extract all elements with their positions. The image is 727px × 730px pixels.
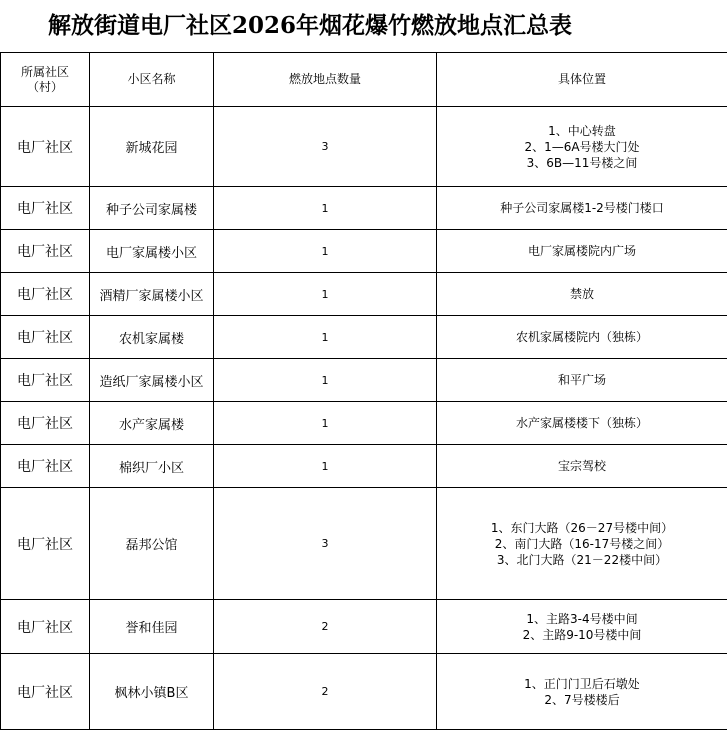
community-cell: 电厂社区 [1, 445, 90, 488]
locations-cell [437, 600, 727, 654]
location-count-cell: 1 [214, 402, 437, 445]
community-cell: 电厂社区 [1, 359, 90, 402]
table-row [1, 273, 727, 316]
location-line: 1、东门大路（26－27号楼中间） [437, 520, 727, 536]
table-row [1, 402, 727, 445]
community-cell: 电厂社区 [1, 402, 90, 445]
table-row [1, 230, 727, 273]
table-row [1, 445, 727, 488]
estate-name-cell: 造纸厂家属楼小区 [90, 359, 214, 402]
location-line: 1、主路3-4号楼中间 [437, 611, 727, 627]
location-line: 3、6B—11号楼之间 [437, 155, 727, 171]
community-cell: 电厂社区 [1, 316, 90, 359]
header-count: 燃放地点数量 [214, 53, 437, 107]
estate-name-cell: 棉织厂小区 [90, 445, 214, 488]
location-line: 农机家属楼院内（独栋） [437, 329, 727, 345]
location-line: 2、1—6A号楼大门处 [437, 139, 727, 155]
estate-name-cell: 新城花园 [90, 107, 214, 187]
table-row [1, 359, 727, 402]
estate-name-cell: 枫林小镇B区 [90, 654, 214, 730]
location-count-cell: 3 [214, 107, 437, 187]
locations-cell [437, 488, 727, 600]
locations-cell [437, 107, 727, 187]
header-name: 小区名称 [90, 53, 214, 107]
locations-cell [437, 654, 727, 730]
table-row [1, 316, 727, 359]
location-line: 电厂家属楼院内广场 [437, 243, 727, 259]
location-line: 1、正门门卫后石墩处 [437, 676, 727, 692]
community-cell: 电厂社区 [1, 600, 90, 654]
summary-table [0, 52, 727, 730]
community-cell: 电厂社区 [1, 230, 90, 273]
location-line: 宝宗驾校 [437, 458, 727, 474]
location-line: 1、中心转盘 [437, 123, 727, 139]
locations-cell [437, 402, 727, 445]
locations-cell [437, 230, 727, 273]
estate-name-cell: 酒精厂家属楼小区 [90, 273, 214, 316]
location-line: 水产家属楼楼下（独栋） [437, 415, 727, 431]
table-row [1, 600, 727, 654]
estate-name-cell: 誉和佳园 [90, 600, 214, 654]
table-row [1, 488, 727, 600]
location-line: 3、北门大路（21－22楼中间） [437, 552, 727, 568]
page-title: 解放街道电厂社区2026年烟花爆竹燃放地点汇总表 [0, 0, 727, 52]
location-count-cell: 1 [214, 230, 437, 273]
location-count-cell: 1 [214, 187, 437, 230]
location-line: 和平广场 [437, 372, 727, 388]
location-count-cell: 2 [214, 600, 437, 654]
header-locations: 具体位置 [437, 53, 727, 107]
location-count-cell: 3 [214, 488, 437, 600]
location-count-cell: 1 [214, 359, 437, 402]
table-row [1, 107, 727, 187]
header-row [1, 53, 727, 107]
estate-name-cell: 种子公司家属楼 [90, 187, 214, 230]
estate-name-cell: 水产家属楼 [90, 402, 214, 445]
location-count-cell: 1 [214, 316, 437, 359]
location-line: 2、7号楼楼后 [437, 692, 727, 708]
table-row [1, 187, 727, 230]
location-line: 禁放 [437, 286, 727, 302]
location-count-cell: 1 [214, 445, 437, 488]
location-line: 种子公司家属楼1-2号楼门楼口 [437, 200, 727, 216]
locations-cell [437, 273, 727, 316]
community-cell: 电厂社区 [1, 273, 90, 316]
estate-name-cell: 农机家属楼 [90, 316, 214, 359]
location-count-cell: 2 [214, 654, 437, 730]
estate-name-cell: 磊邦公馆 [90, 488, 214, 600]
locations-cell [437, 316, 727, 359]
location-count-cell: 1 [214, 273, 437, 316]
locations-cell [437, 445, 727, 488]
estate-name-cell: 电厂家属楼小区 [90, 230, 214, 273]
community-cell: 电厂社区 [1, 187, 90, 230]
location-line: 2、南门大路（16-17号楼之间） [437, 536, 727, 552]
locations-cell [437, 187, 727, 230]
community-cell: 电厂社区 [1, 488, 90, 600]
header-community: 所属社区（村） [1, 53, 90, 107]
community-cell: 电厂社区 [1, 107, 90, 187]
location-line: 2、主路9-10号楼中间 [437, 627, 727, 643]
community-cell: 电厂社区 [1, 654, 90, 730]
locations-cell [437, 359, 727, 402]
table-row [1, 654, 727, 730]
